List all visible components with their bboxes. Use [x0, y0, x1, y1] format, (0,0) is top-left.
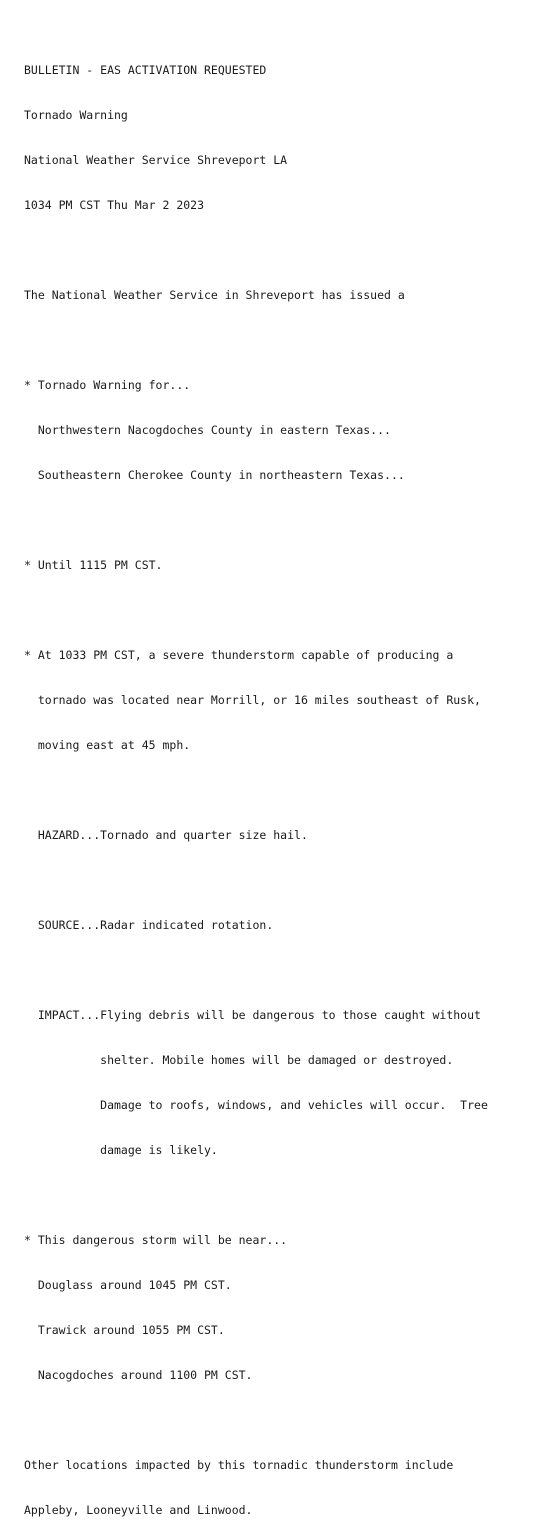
intro-line: The National Weather Service in Shreveport has issued a [24, 288, 405, 302]
bulletin-header-line: BULLETIN - EAS ACTIVATION REQUESTED [24, 63, 267, 77]
impact-line: Damage to roofs, windows, and vehicles will occur. Tree [24, 1098, 488, 1112]
blank-line [24, 963, 488, 978]
blank-line [24, 873, 488, 888]
warning-for-line: * Tornado Warning for... [24, 378, 191, 392]
impact-line: damage is likely. [24, 1143, 218, 1157]
impact-line: shelter. Mobile homes will be damaged or destroyed. [24, 1053, 454, 1067]
issuing-office-line: National Weather Service Shreveport LA [24, 153, 288, 167]
storm-location-line: * At 1033 PM CST, a severe thunderstorm capable of producing a [24, 648, 454, 662]
blank-line [24, 1188, 488, 1203]
county-line: Southeastern Cherokee County in northeastern Texas... [24, 468, 405, 482]
issue-time-line: 1034 PM CST Thu Mar 2 2023 [24, 198, 205, 212]
blank-line [24, 243, 488, 258]
other-locations-line: Other locations impacted by this tornadic thunderstorm include [24, 1458, 454, 1472]
storm-location-line: moving east at 45 mph. [24, 738, 191, 752]
blank-line [24, 783, 488, 798]
blank-line [24, 513, 488, 528]
warning-type-line: Tornado Warning [24, 108, 128, 122]
until-line: * Until 1115 PM CST. [24, 558, 163, 572]
county-line: Northwestern Nacogdoches County in eastern Texas... [24, 423, 391, 437]
source-line: SOURCE...Radar indicated rotation. [24, 918, 274, 932]
blank-line [24, 1413, 488, 1428]
bulletin-text [24, 33, 488, 1533]
storm-location-line: tornado was located near Morrill, or 16 miles southeast of Rusk, [24, 693, 481, 707]
storm-path-line: Douglass around 1045 PM CST. [24, 1278, 232, 1292]
hazard-line: HAZARD...Tornado and quarter size hail. [24, 828, 308, 842]
storm-path-line: Nacogdoches around 1100 PM CST. [24, 1368, 253, 1382]
blank-line [24, 603, 488, 618]
storm-path-line: Trawick around 1055 PM CST. [24, 1323, 225, 1337]
impact-line: IMPACT...Flying debris will be dangerous to those caught without [24, 1008, 481, 1022]
blank-line [24, 333, 488, 348]
other-locations-line: Appleby, Looneyville and Linwood. [24, 1503, 253, 1517]
storm-path-line: * This dangerous storm will be near... [24, 1233, 288, 1247]
